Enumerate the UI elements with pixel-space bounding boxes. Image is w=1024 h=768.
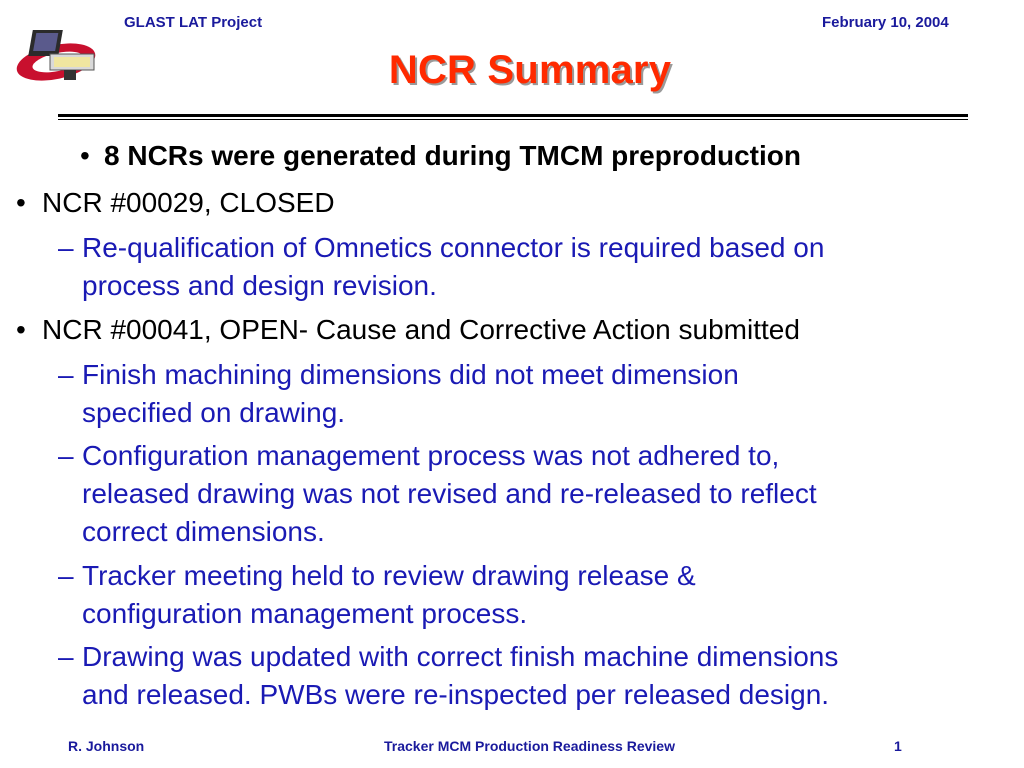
title-divider-thick	[58, 114, 968, 117]
dash-marker: –	[58, 359, 74, 390]
sub-bullet-line: Configuration management process was not adhered to,	[82, 440, 780, 471]
bullet-ncr-00029-text: NCR #00029, CLOSED	[42, 187, 335, 218]
slide-title: NCR Summary	[388, 48, 672, 92]
bullet-marker: •	[16, 314, 26, 345]
dash-marker: –	[58, 560, 74, 591]
title-divider-thin	[58, 119, 968, 120]
bullet-ncr-00041-text: NCR #00041, OPEN- Cause and Corrective Action submitted	[42, 314, 800, 345]
sub-bullet-line: released drawing was not revised and re-released to reflect	[82, 478, 817, 509]
bullet-marker: •	[16, 187, 26, 218]
sub-bullet-line: correct dimensions.	[82, 516, 325, 547]
sub-bullet-line: Drawing was updated with correct finish machine dimensions	[82, 641, 839, 672]
footer-event: Tracker MCM Production Readiness Review	[384, 738, 675, 754]
sub-bullet-line: Re-qualification of Omnetics connector is required based on	[82, 232, 825, 263]
bullet-summary-text: 8 NCRs were generated during TMCM preproduction	[104, 140, 801, 171]
footer-page-number: 1	[894, 738, 902, 754]
project-name: GLAST LAT Project	[124, 14, 263, 31]
footer-author: R. Johnson	[68, 738, 145, 754]
sub-bullet-line: and released. PWBs were re-inspected per released design.	[82, 679, 830, 710]
dash-marker: –	[58, 440, 74, 471]
sub-bullet-line: configuration management process.	[82, 598, 528, 629]
sub-bullet-line: Tracker meeting held to review drawing release &	[82, 560, 696, 591]
presentation-date: February 10, 2004	[822, 14, 949, 31]
dash-marker: –	[58, 641, 74, 672]
bullet-marker: •	[80, 140, 90, 171]
sub-bullet-line: Finish machining dimensions did not meet dimension	[82, 359, 739, 390]
dash-marker: –	[58, 232, 74, 263]
sub-bullet-line: process and design revision.	[82, 270, 437, 301]
sub-bullet-line: specified on drawing.	[82, 397, 346, 428]
